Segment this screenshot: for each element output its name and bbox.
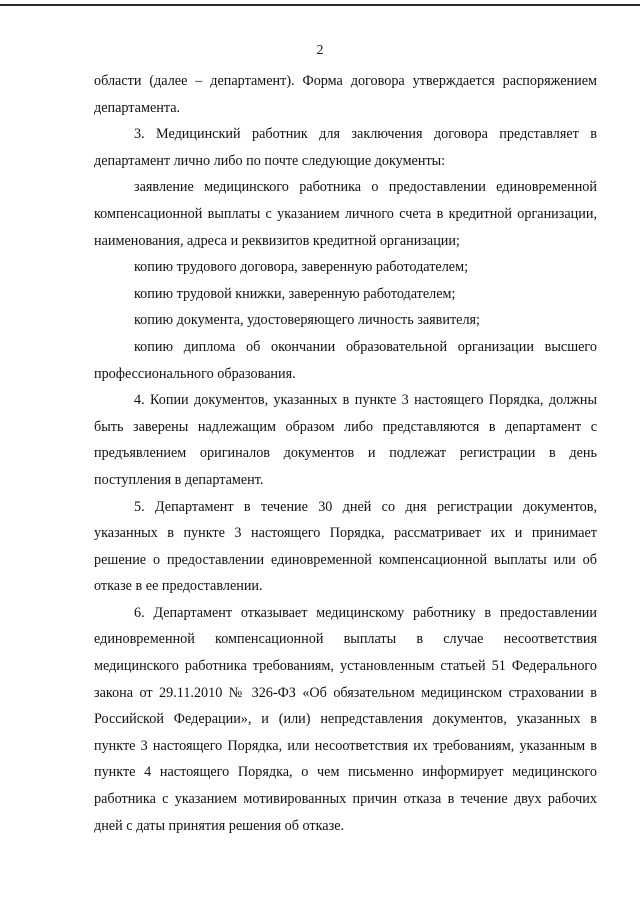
paragraph-labor-contract-copy: копию трудового договора, заверенную работодателем; [134, 259, 469, 276]
paragraph-item-3: 3. Медицинский работник для заключения договора представляет в департамент лично либо по почте следующие документы: [94, 126, 597, 169]
paragraph-item-5: 5. Департамент в течение 30 дней со дня регистрации документов, указанных в пункте 3 настоящего Порядка, рассматривает их и принимает решение о предоставлении единовременной компенсационной выплаты или об отказе в ее предоставлении. [94, 498, 597, 595]
paragraph-item-4: 4. Копии документов, указанных в пункте 3 настоящего Порядка, должны быть заверены надлежащим образом либо представляются в департамент с предъявлением оригиналов документов и подлежат регистрации в день поступления в департамент. [94, 392, 597, 488]
paragraph-item-6: 6. Департамент отказывает медицинскому работнику в предоставлении единовременной компенсационной выплаты в случае несоответствия медицинского работника требованиям, установленным статьей 51 Федерального закона от 29.11.2010 № 326-ФЗ «Об обязательном медицинском страховании в Российской Федерации», и (или) непредставления документов, указанных в пункте 3 настоящего Порядка, или несоответствия их требованиям, указанным в пункте 4 настоящего Порядка, о чем письменно информирует медицинского работника с указанием мотивированных причин отказа в течение двух рабочих дней с даты принятия решения об отказе. [94, 604, 597, 834]
page-number: 2 [316, 43, 324, 58]
paragraph-continuation: области (далее – департамент). Форма договора утверждается распоряжением департамента. [94, 73, 597, 116]
paragraph-diploma-copy: копию диплома об окончании образовательной организации высшего профессионального образования. [94, 338, 597, 382]
top-border-line [0, 4, 640, 6]
paragraph-identity-document-copy: копию документа, удостоверяющего личность заявителя; [134, 312, 480, 329]
paragraph-work-book-copy: копию трудовой книжки, заверенную работодателем; [134, 285, 456, 302]
paragraph-application: заявление медицинского работника о предоставлении единовременной компенсационной выплаты с указанием личного счета в кредитной организации, наименования, адреса и реквизитов кредитной организации; [94, 179, 597, 249]
document-body [94, 68, 597, 839]
